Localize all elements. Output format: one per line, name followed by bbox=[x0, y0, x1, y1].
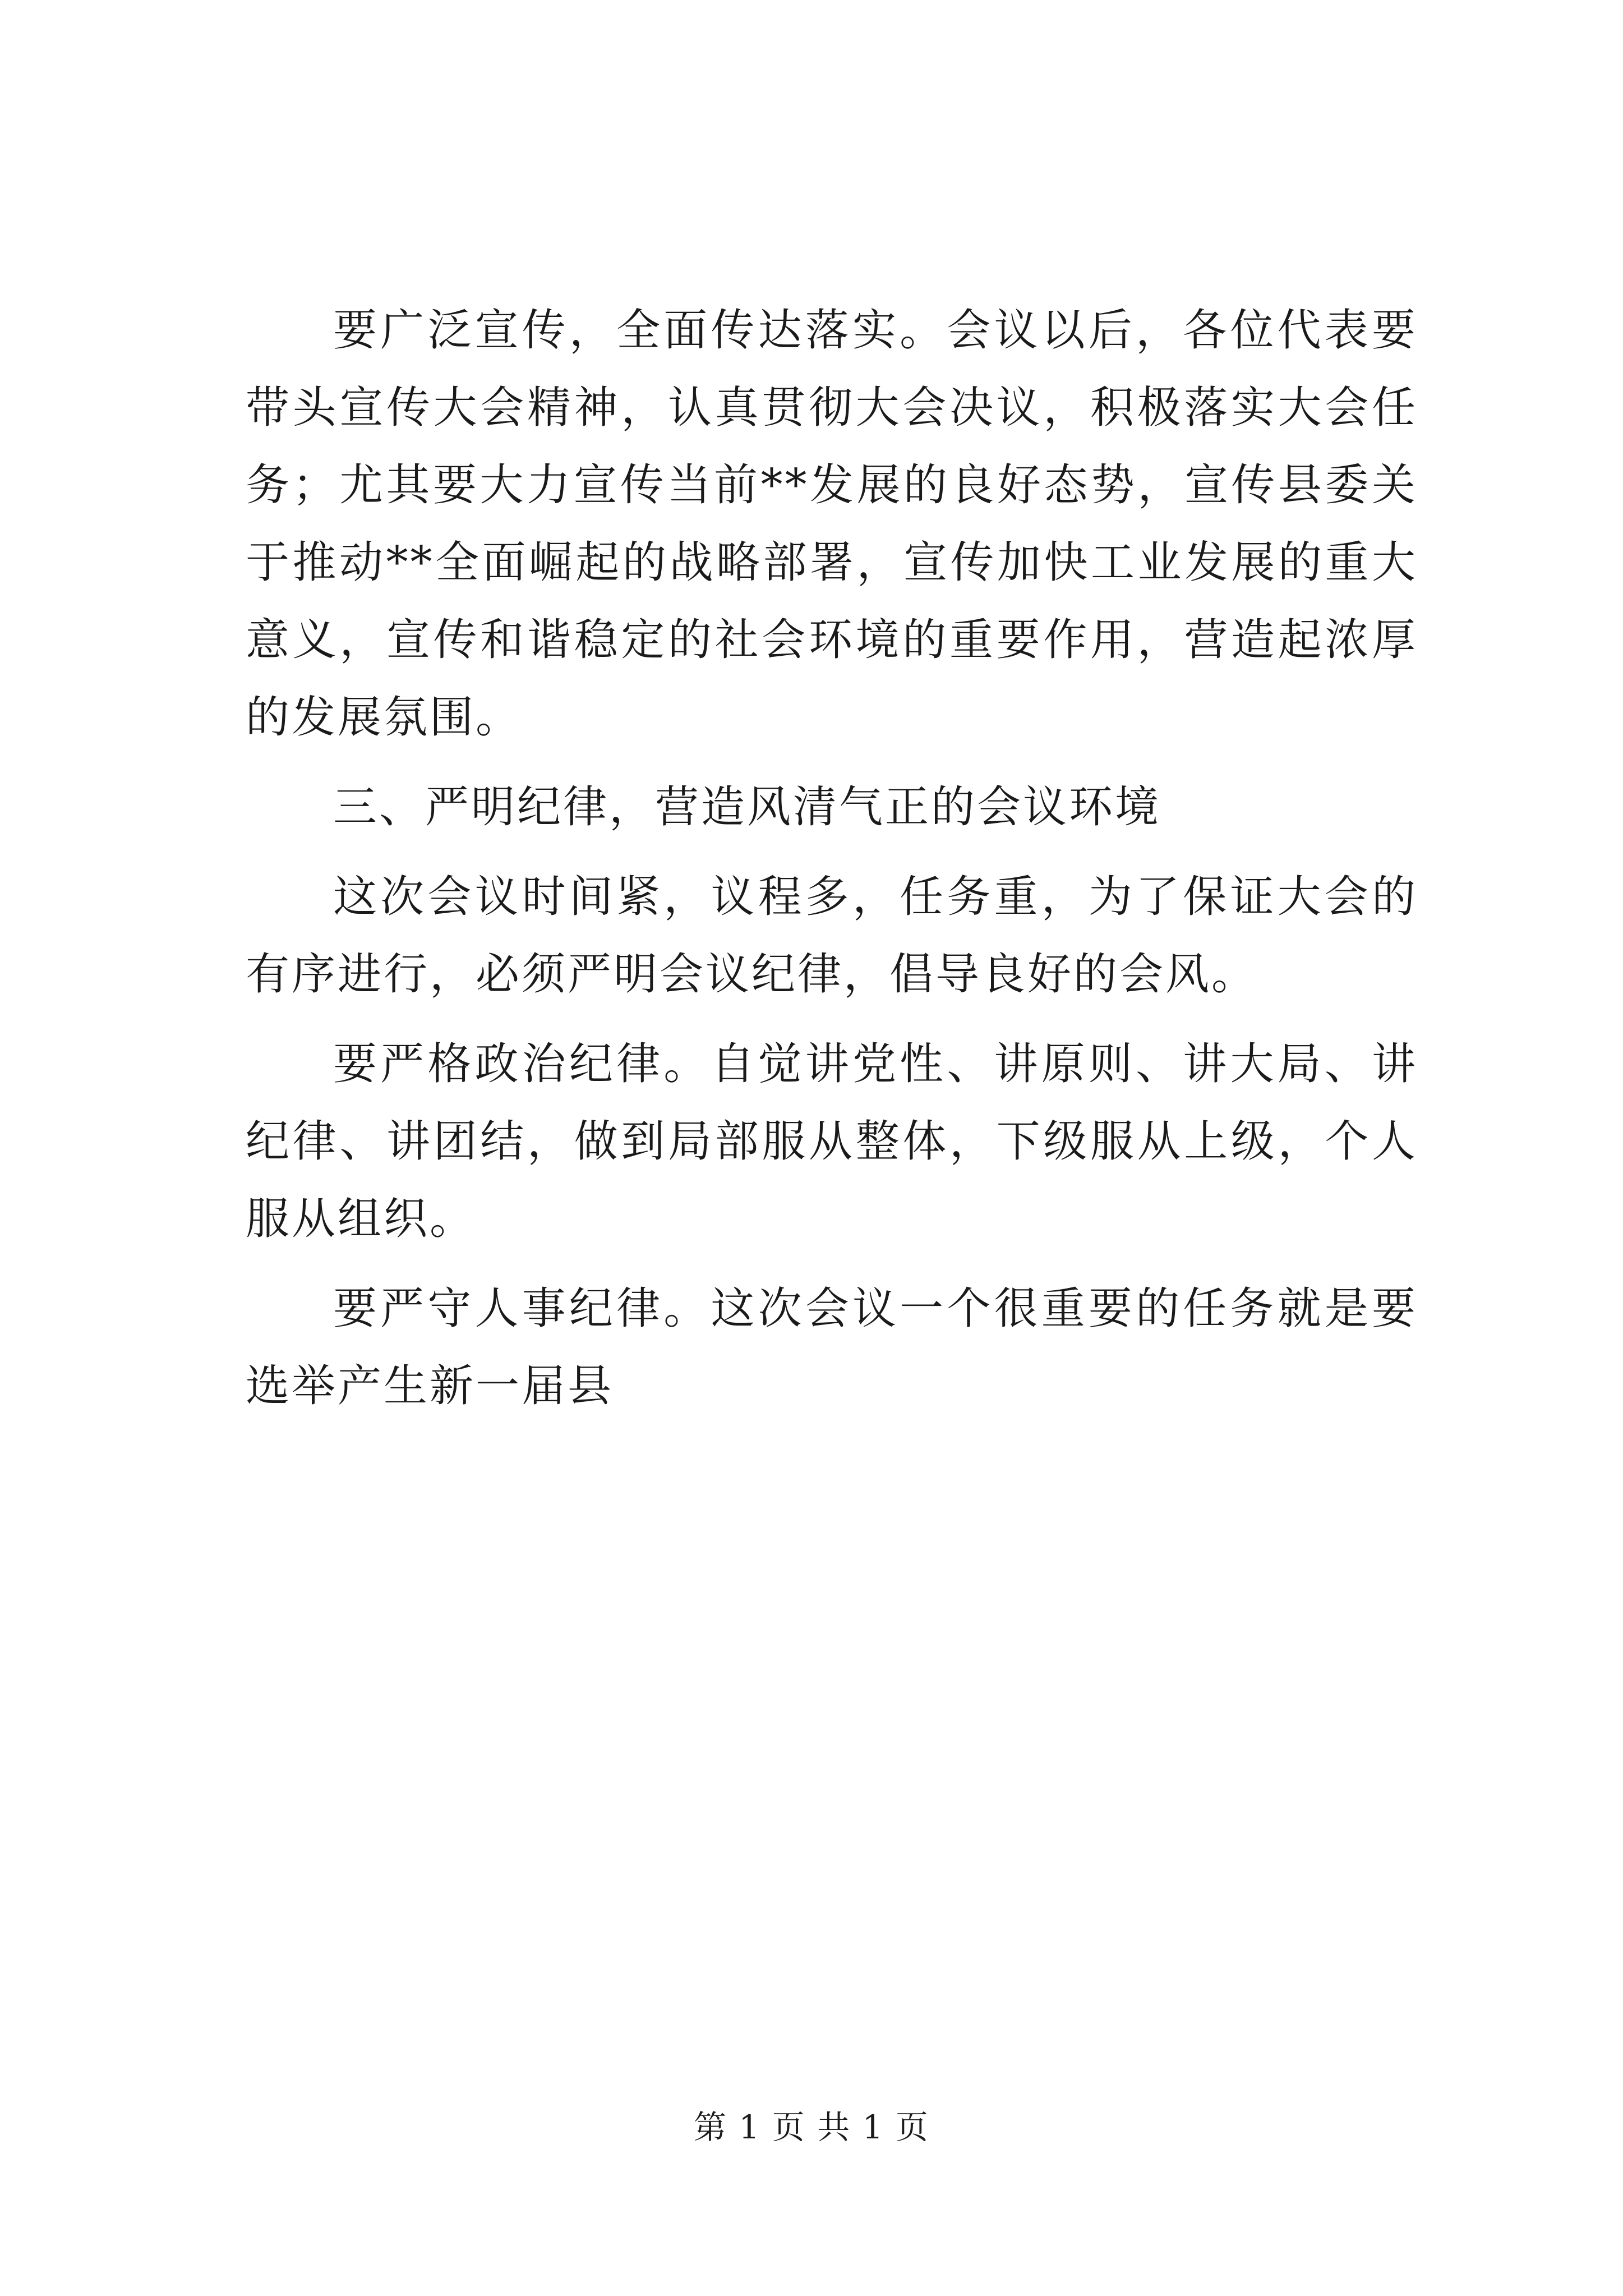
document-body bbox=[246, 292, 1418, 1437]
paragraph-meeting-schedule: 这次会议时间紧，议程多，任务重，为了保证大会的有序进行，必须严明会议纪律，倡导良好的会风。 bbox=[246, 872, 1418, 1000]
paragraph-political-discipline: 要严格政治纪律。自觉讲党性、讲原则、讲大局、讲纪律、讲团结，做到局部服从整体，下级服从上级，个人服从组织。 bbox=[246, 1039, 1418, 1244]
paragraph-publicity: 要广泛宣传，全面传达落实。会议以后，各位代表要带头宣传大会精神，认真贯彻大会决议，积极落实大会任务；尤其要大力宣传当前**发展的良好态势，宣传县委关于推动**全面崛起的战略部署，宣传加快工业发展的重大意义，宣传和谐稳定的社会环境的重要作用，营造起浓厚的发展氛围。 bbox=[246, 305, 1418, 743]
section-heading-discipline: 三、严明纪律，营造风清气正的会议环境 bbox=[333, 782, 1161, 832]
page-number-footer: 第 1 页 共 1 页 bbox=[694, 2108, 929, 2146]
paragraph-personnel-discipline: 要严守人事纪律。这次会议一个很重要的任务就是要选举产生新一届县 bbox=[246, 1283, 1418, 1411]
